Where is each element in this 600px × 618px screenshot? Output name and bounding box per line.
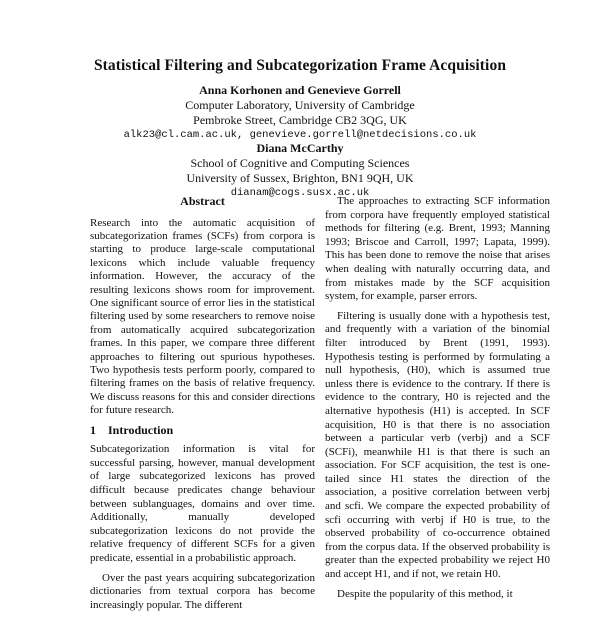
address-2: University of Sussex, Brighton, BN1 9QH, UK bbox=[186, 171, 414, 185]
paper-title: Statistical Filtering and Subcategorization Frame Acquisition bbox=[93, 57, 507, 74]
abstract-heading: Abstract bbox=[180, 194, 225, 208]
address-1: Pembroke Street, Cambridge CB2 3QG, UK bbox=[193, 113, 407, 127]
right-column bbox=[325, 195, 550, 607]
section-heading-introduction bbox=[90, 424, 315, 438]
author-names-1: Anna Korhonen and Genevieve Gorrell bbox=[199, 83, 401, 97]
left-column bbox=[90, 195, 315, 618]
emails-1: alk23@cl.cam.ac.uk, genevieve.gorrell@netdecisions.co.uk bbox=[123, 129, 477, 141]
intro-paragraph-2: Over the past years acquiring subcategorization dictionaries from textual corpora has become increasingly popular. The different bbox=[90, 571, 315, 611]
author-block-1 bbox=[0, 83, 600, 143]
section-number: 1 bbox=[90, 422, 96, 437]
affiliation-2: School of Cognitive and Computing Sciences bbox=[190, 156, 410, 170]
right-paragraph-3: Despite the popularity of this method, it bbox=[337, 587, 513, 600]
author-block-2 bbox=[0, 141, 600, 201]
affiliation-1: Computer Laboratory, University of Cambridge bbox=[185, 98, 415, 112]
right-paragraph-1: The approaches to extracting SCF information from corpora have frequently employed statistical methods for filtering (e.g. Brent, 1993; Manning 1993; Briscoe and Carroll, 1997; Lapata, 1999). This has been done to remove the noise that arises when dealing with naturally occurring data, and from mistakes made by the SCF acquisition system, for example, parser errors. bbox=[325, 195, 550, 303]
intro-paragraph-1: Subcategorization information is vital for successful parsing, however, manual development of large subcategorized lexicons has proved difficult because predicates change behaviour between sublanguages, domains and over time. Additionally, manually developed subcategorization lexicons do not provide the relative frequency of different SCFs for a given predicate, essential in a probabilistic approach. bbox=[90, 443, 315, 565]
section-title: Introduction bbox=[108, 422, 174, 437]
right-paragraph-2: Filtering is usually done with a hypothesis test, and frequently with a variation of the binomial filter introduced by Brent (1991, 1993). Hypothesis testing is performed by formulating a null hypothesis, (H0), which is assumed true unless there is evidence to the contrary. If there is evidence to the contrary, H0 is rejected and the alternative hypothesis (H1) is accepted. In SCF acquisition, H0 is that there is no association between a particular verb (verbj) and a SCF (SCFi), meanwhile H1 is that there is such an association. For SCF acquisition, the test is one-tailed since H1 states the direction of the association, a positive correlation between verbj and scfi. We compare the expected probability of scfi occurring with verbj if H0 is true, to the observed probability of co-occurrence obtained from the corpus data. If the observed probability is greater than the expected probability we reject H0 and accept H1, and if not, we retain H0. bbox=[325, 309, 550, 581]
email-2: dianam@cogs.susx.ac.uk bbox=[230, 187, 370, 199]
abstract-text: Research into the automatic acquisition of subcategorization frames (SCFs) from corpora is starting to produce large-scale computational lexicons which include valuable frequency information. However, the accuracy of the resulting lexicons shows room for improvement. One significant source of error lies in the statistical filtering used by some researchers to remove noise from automatically acquired subcategorization frames. In this paper, we compare three different approaches to filtering out spurious hypotheses. Two hypothesis tests perform poorly, compared to filtering frames on the basis of relative frequency. We discuss reasons for this and consider directions for future research. bbox=[90, 216, 315, 417]
author-names-2: Diana McCarthy bbox=[256, 141, 344, 155]
